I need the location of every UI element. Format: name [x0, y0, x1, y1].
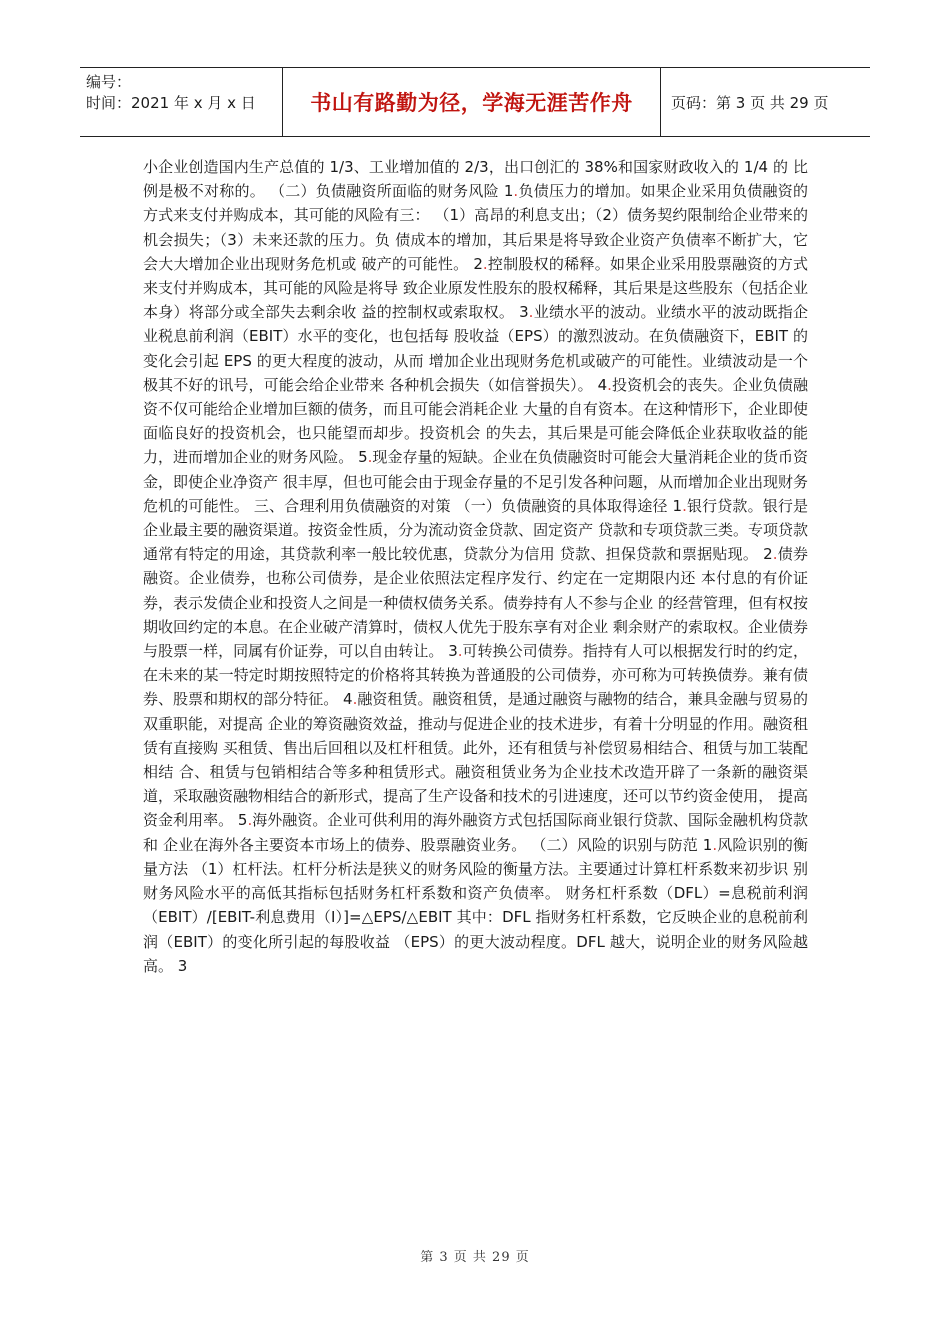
document-number-label: 编号：	[86, 73, 132, 91]
highlight-mark: .	[367, 448, 373, 467]
text-run: 业绩水平的波动。业绩水平的波动既指企业税息前利润（EBIT）水平的变化，也包括每 股收益（EPS）的激烈波动。在负债融资下，EBIT 的变化会引起 EPS 的更大程度的波动，从而 增加企业出现财务危机或破产的可能性。业绩波动是一个极其不好的讯号，可能会给企业带来 各种机会损失（如信誉损失）。 4	[143, 303, 808, 394]
text-run: 投资机会的丧失。企业负债融资不仅可能给企业增加巨额的债务，而且可能会消耗企业 大量的自有资本。在这种情形下，企业即使面临良好的投资机会，也只能望而却步。投资机会 的失去，其后果是可能会降低企业获取收益的能力，进而增加企业的财务风险。 5	[143, 375, 808, 467]
header-motto: 书山有路勤为径，学海无涯苦作舟	[283, 68, 661, 136]
highlight-mark: .	[247, 811, 253, 830]
text-run: 可转换公司债券。指持有人可以根据发行时的约定，在未来的某一特定时期按照特定的价格将其转换为普通股的公司债券，亦可称为可转换债券。兼有债券、股票和期权的部分特征。 4	[143, 642, 808, 709]
page-header	[80, 67, 870, 137]
text-run: 负债压力的增加。如果企业采用负债融资的方式来支付并购成本，其可能的风险有三： （1）高昂的利息支出；（2）债务契约限制给企业带来的机会损失；（3）未来还款的压力。负 债成本的增加，其后果是将导致企业资产负债率不断扩大，它会大大增加企业出现财务危机或 破产的可能性。 2	[143, 182, 808, 273]
header-meta	[80, 68, 283, 136]
highlight-mark: .	[482, 254, 488, 273]
header-page-info: 页码：第 3 页 共 29 页	[671, 93, 829, 112]
body-text	[143, 155, 808, 978]
highlight-mark: .	[513, 182, 519, 201]
highlight-mark: .	[528, 303, 534, 322]
page-footer: 第 3 页 共 29 页	[420, 1250, 530, 1265]
highlight-mark: .	[712, 835, 718, 854]
document-date: 时间：2021 年 x 月 x 日	[86, 94, 256, 112]
text-run: 债券融资。企业债券，也称公司债券，是企业依照法定程序发行、约定在一定期限内还 本付息的有价证券，表示发债企业和投资人之间是一种债权债务关系。债券持有人不参与企业 的经营管理，但有权按期收回约定的本息。在企业破产清算时，债权人优先于股东享有对企业 剩余财产的索取权。企业债券与股票一样，同属有价证券，可以自由转让。 3	[143, 545, 808, 661]
text-run: 控制股权的稀释。如果企业采用股票融资的方式来支付并购成本，其可能的风险是将导 致企业原发性股东的股权稀释，其后果是这些股东（包括企业本身）将部分或全部失去剩余收 益的控制权或索取权。 3	[143, 254, 808, 322]
highlight-mark: .	[607, 375, 612, 394]
text-run: 风险识别的衡量方法 （1）杠杆法。杠杆分析法是狭义的财务风险的衡量方法。主要通过计算杠杆系数来初步识 别财务风险水平的高低其指标包括财务杠杆系数和资产负债率。 财务杠杆系数（DFL）=息税前利润（EBIT）/[EBIT-利息费用（I）]=△EPS/△EBIT 其中：DFL 指财务杠杆系数，它反映企业的息税前利润（EBIT）的变化所引起的每股收益 （EPS）的更大波动程度。DFL 越大，说明企业的财务风险越高。 3	[143, 835, 808, 975]
highlight-mark: .	[352, 690, 358, 709]
text-run: 小企业创造国内生产总值的 1/3、工业增加值的 2/3，出口创汇的 38%和国家财政收入的 1/4 的 比例是极不对称的。 （二）负债融资所面临的财务风险 1	[143, 158, 808, 201]
highlight-mark: .	[682, 496, 687, 515]
text-run: 现金存量的短缺。企业在负债融资时可能会大量消耗企业的货币资金，即使企业净资产 很丰厚，但也可能会由于现金存量的不足引发各种问题，从而增加企业出现财务危机的可能性。 三、合理利用负债融资的对策 （一）负债融资的具体取得途径 1	[143, 448, 808, 515]
text-run: 融资租赁。融资租赁，是通过融资与融物的结合，兼具金融与贸易的双重职能，对提高 企业的筹资融资效益，推动与促进企业的技术进步，有着十分明显的作用。融资租赁有直接购 买租赁、售出后回租以及杠杆租赁。此外，还有租赁与补偿贸易相结合、租赁与加工装配相结 合、租赁与包销相结合等多种租赁形式。融资租赁业务为企业技术改造开辟了一条新的融资渠 道，采取融资融物相结合的新形式，提高了生产设备和技术的引进速度，还可以节约资金使用， 提高资金利用率。 5	[143, 690, 808, 830]
text-run: 海外融资。企业可供利用的海外融资方式包括国际商业银行贷款、国际金融机构贷款和 企业在海外各主要资本市场上的债券、股票融资业务。 （二）风险的识别与防范 1	[143, 811, 809, 854]
highlight-mark: .	[772, 545, 778, 564]
text-run: 银行贷款。银行是企业最主要的融资渠道。按资金性质，分为流动资金贷款、固定资产 贷款和专项贷款三类。专项贷款通常有特定的用途，其贷款利率一般比较优惠，贷款分为信用 贷款、担保贷款和票据贴现。 2	[143, 496, 808, 564]
highlight-mark: .	[457, 642, 463, 661]
